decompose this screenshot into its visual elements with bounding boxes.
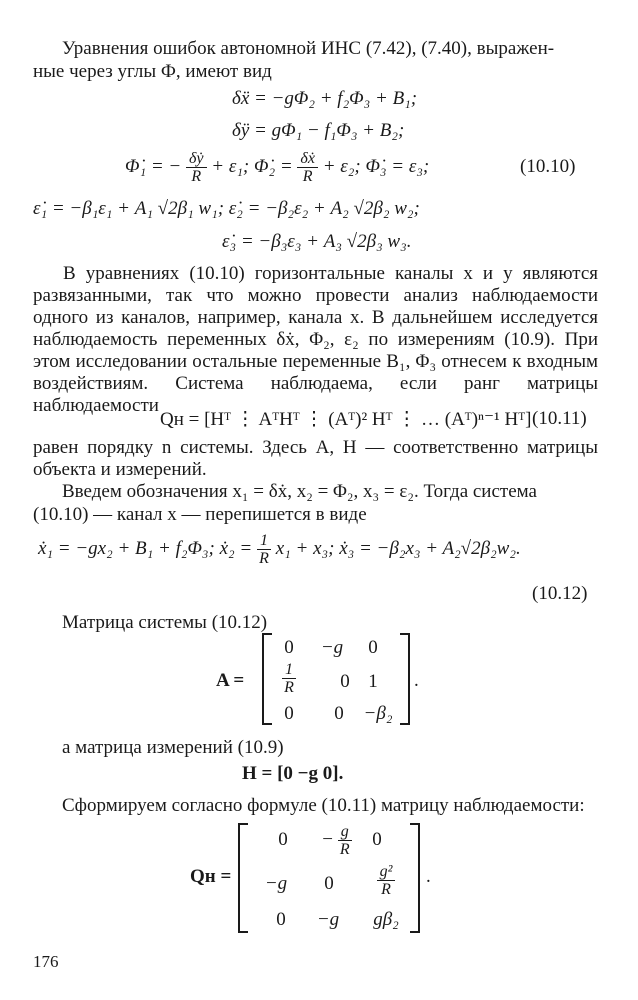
minus-sign: − <box>322 828 333 850</box>
equation-number-10-12: (10.12) <box>532 583 588 604</box>
eq-channel-part-1: ẋ₁ = −gx₂ + B₁ + f₂Φ₃; ẋ₂ = <box>38 537 253 559</box>
matrix-q-r1c1: 0 <box>278 829 288 850</box>
fraction-numerator: 1 <box>257 532 271 550</box>
matrix-a-r2c3: 1 <box>368 671 378 692</box>
fraction-denominator: R <box>284 679 294 696</box>
matrix-a-r3c1: 0 <box>284 703 294 724</box>
fraction-g2-r <box>377 863 396 898</box>
matrix-q-r3c2: −g <box>316 909 340 930</box>
paragraph-system-matrix: Матрица системы (10.12) <box>62 612 268 633</box>
equation-channel-x <box>38 532 521 567</box>
eq-phi-part-1: Φ̇₁ = − <box>125 155 182 177</box>
fraction-denominator: R <box>259 550 269 567</box>
equation-number-10-10: (10.10) <box>520 156 576 177</box>
page-number: 176 <box>33 952 59 971</box>
eq-channel-part-2: x₁ + x₃; ẋ₃ = −β₂x₃ + A₂√2β₂w₂. <box>275 537 521 559</box>
fraction-numerator: g <box>338 823 352 841</box>
matrix-q-r1c3: 0 <box>372 829 382 850</box>
equation-dx: δẍ = −gΦ₂ + f₂Φ₃ + B₁; <box>232 88 418 109</box>
equation-h: H = [0 −g 0]. <box>242 763 344 784</box>
fraction-g-r <box>338 823 352 858</box>
matrix-a-r1c3: 0 <box>368 637 378 658</box>
eq-phi-part-3: + ε₂; Φ̇₃ = ε₃; <box>322 155 430 177</box>
matrix-q-r1c2 <box>310 823 364 858</box>
matrix-q-right-bracket <box>410 823 420 933</box>
matrix-a-r2c1 <box>274 661 304 696</box>
fraction-numerator: δẋ <box>297 150 318 168</box>
paragraph-measurement-matrix: а матрица измерений (10.9) <box>62 737 284 758</box>
paragraph-notation-1: Введем обозначения x₁ = δẋ, x₂ = Φ₂, x₃ = ε₂. Тогда система <box>62 481 537 502</box>
fraction-1-r <box>257 532 271 567</box>
matrix-a-period: . <box>414 670 419 691</box>
matrix-q-r2c2: 0 <box>324 873 334 894</box>
matrix-a-r3c2: 0 <box>334 703 344 724</box>
matrix-a-r1c1: 0 <box>284 637 294 658</box>
equation-observability-matrix: Qн = [Hᵀ ⋮ AᵀHᵀ ⋮ (Aᵀ)² Hᵀ ⋮ … (Aᵀ)ⁿ⁻¹ Hᵀ] <box>160 409 532 430</box>
matrix-q-r3c3: gβ₂ <box>373 909 399 930</box>
matrix-q-period: . <box>426 866 431 887</box>
equation-number-10-11: (10.11) <box>532 408 587 429</box>
matrix-a <box>262 633 410 725</box>
matrix-a-right-bracket <box>400 633 410 725</box>
matrix-a-left-bracket <box>262 633 272 725</box>
matrix-a-r3c3: −β₂ <box>363 703 393 724</box>
equation-dy: δÿ = gΦ₁ − f₁Φ₃ + B₂; <box>232 120 405 141</box>
eq-phi-part-2: + ε₁; Φ̇₂ = <box>211 155 293 177</box>
fraction-numerator: g² <box>377 863 396 881</box>
matrix-q-r2c1: −g <box>264 873 288 894</box>
paragraph-notation-2: (10.10) — канал x — перепишется в виде <box>33 504 367 525</box>
paragraph-order: равен порядку n системы. Здесь A, H — соответственно матрицы объекта и измерений. <box>33 437 598 480</box>
fraction-denominator: R <box>339 841 350 858</box>
matrix-q-left-bracket <box>238 823 248 933</box>
matrix-q <box>238 823 420 933</box>
fraction-dx-r <box>297 150 318 185</box>
matrix-a-label: A = <box>216 670 245 691</box>
fraction-denominator: R <box>381 881 391 898</box>
fraction-numerator: δẏ <box>186 150 207 168</box>
fraction-1-r <box>282 661 296 696</box>
equation-eps3: ε̇₃ = −β₃ε₃ + A₃ √2β₃ w₃. <box>222 231 412 252</box>
equation-eps12: ε̇₁ = −β₁ε₁ + A₁ √2β₁ w₁; ε̇₂ = −β₂ε₂ + A₂ √2β₂ w₂; <box>33 198 420 219</box>
intro-line-2: ные через углы Ф, имеют вид <box>33 61 272 82</box>
fraction-dy-r <box>186 150 207 185</box>
matrix-a-r2c2: 0 <box>340 671 350 692</box>
matrix-q-label: Qн = <box>190 866 232 887</box>
intro-line-1: Уравнения ошибок автономной ИНС (7.42), (7.40), выражен- <box>62 38 555 59</box>
fraction-denominator: R <box>302 168 313 185</box>
matrix-q-r2c3 <box>366 863 406 898</box>
fraction-numerator: 1 <box>282 661 296 679</box>
matrix-a-r1c2: −g <box>320 637 344 658</box>
paragraph-observability: Сформируем согласно формуле (10.11) матрицу наблюдаемости: <box>62 795 585 816</box>
equation-phi <box>125 150 429 185</box>
paragraph-channels: В уравнениях (10.10) горизонтальные каналы x и y являются развязанными, так что можно провести анализ наблюдаемости одного из каналов, например, канала x. В дальнейшем исследуется наблюдаемость переменных δẋ, Φ₂, ε₂ по измерениям (10.9). При этом исследовании остальные переменные B₁, Φ₃ отнесем к входным воздействиям. Система наблюдаема, если ранг матрицы наблюдаемости <box>33 263 598 416</box>
fraction-denominator: R <box>191 168 202 185</box>
matrix-q-r3c1: 0 <box>276 909 286 930</box>
